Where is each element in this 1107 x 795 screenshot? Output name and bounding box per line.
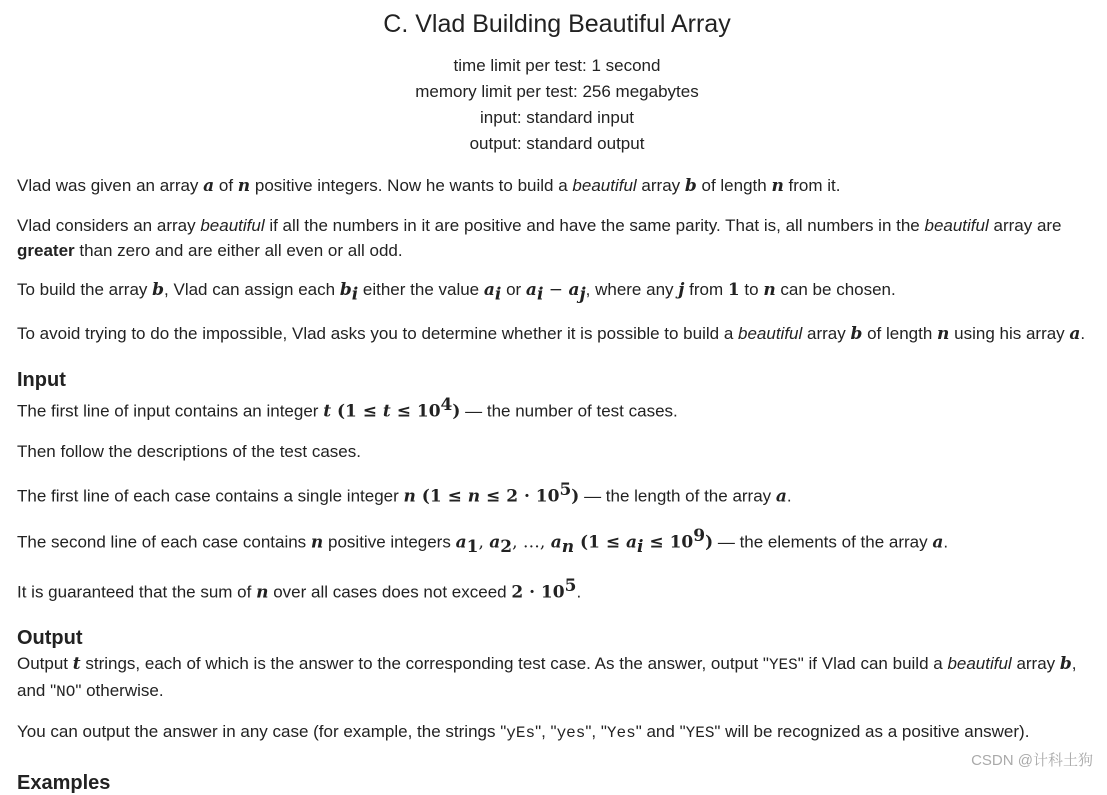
input-spec: input: standard input <box>479 108 635 127</box>
watermark: CSDN @计科土狗 <box>971 752 1093 769</box>
legend-paragraph-4: To avoid trying to do the impossible, Vlad asks you to determine whether it is possible to build a beautiful array b of length n using his array a. <box>17 324 1086 345</box>
input-paragraph-3: The first line of each case contains a single integer n $(1 \le n \le 2 \cdot 10^5)$ — the length of the array a. <box>17 480 792 507</box>
input-paragraph-1: The first line of input contains an integer t $(1 \le t \le 10^4)$ — the number of test cases. <box>17 395 678 423</box>
limits-block <box>17 53 1097 157</box>
output-spec: output: standard output <box>469 134 645 153</box>
input-paragraph-4: The second line of each case contains n positive integers $a_1$, $a_2$, …, $a_n$ $(1 \le a_i \le 10^9)$ — the elements of the array a. <box>17 525 949 557</box>
input-paragraph-2: Then follow the descriptions of the test cases. <box>17 442 361 462</box>
output-paragraph-2: You can output the answer in any case (for example, the strings "yEs", "yes", "Yes" and "YES" will be recognized as a positive answer). <box>17 722 1030 743</box>
output-section-title: Output <box>17 627 83 650</box>
input-paragraph-5: It is guaranteed that the sum of n over all cases does not exceed $2 \cdot 10^5$. <box>17 575 582 603</box>
time-limit: time limit per test: 1 second <box>453 56 661 75</box>
legend-paragraph-1: Vlad was given an array a of n positive integers. Now he wants to build a beautiful array b of length n from it. <box>17 176 841 196</box>
memory-limit: memory limit per test: 256 megabytes <box>415 82 699 101</box>
examples-section-title-partial: Examples <box>17 772 111 794</box>
legend-paragraph-2: Vlad considers an array beautiful if all the numbers in it are positive and have the same parity. That is, all numbers in the beautiful array are greater than zero and are either all even or all odd. <box>17 216 1062 260</box>
output-paragraph-1: Output t strings, each of which is the answer to the corresponding test case. As the answer, output "YES" if Vlad can build a beautiful array b, and "NO" otherwise. <box>17 654 1077 702</box>
legend-paragraph-3: To build the array b, Vlad can assign each $b_i$ either the value $a_i$ or $a_i - a_j$, where any j from 1 to n can be chosen. <box>17 280 896 305</box>
page-title: C. Vlad Building Beautiful Array <box>383 10 731 38</box>
problem-statement <box>17 0 1097 746</box>
input-section-title: Input <box>17 369 66 392</box>
